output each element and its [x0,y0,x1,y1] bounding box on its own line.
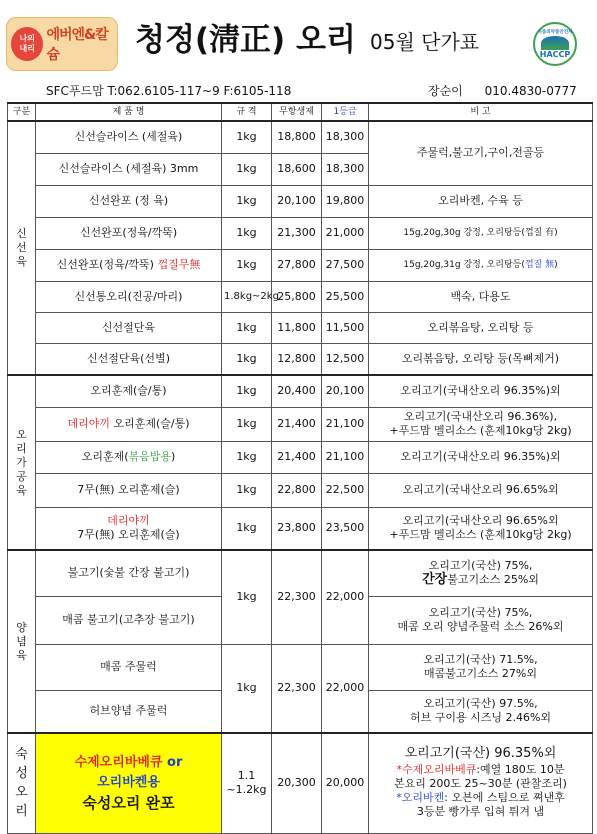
product-name: 7무(無) 오리훈제(슬) [36,473,222,507]
spec: 1kg [222,507,272,550]
remark: 오리고기(국산) 97.5%, 허브 구이용 시즈닝 2.46%외 [369,690,593,733]
remark: 오리고기(국산) 75%, 매콤 오리 양념주물럭 소스 26%외 [369,596,593,644]
price-unfrozen: 25,800 [272,281,322,312]
spec: 1kg [222,473,272,507]
price-grade1: 22,000 [322,644,369,733]
logo-brand-text: 에버엔&칼슘 [46,27,108,63]
contact-name: 장순이 [428,84,463,98]
page-title: 청정(淸正) 오리 [135,22,356,58]
remark: 오리볶음탕, 오리탕 등 [369,312,593,343]
price-grade1: 21,000 [322,217,369,249]
remark: 오리바켄, 수육 등 [369,185,593,217]
spec: 1kg [222,121,272,153]
table-row [8,644,593,690]
page-subtitle: 05월 단가표 [370,30,480,54]
product-name: 신선완포(정육/깍뚝) 껍질무無 [36,249,222,281]
price-unfrozen: 20,300 [272,733,322,833]
section-fresh: 신 선 육 [8,121,36,375]
product-name: 신선완포 (정 육) [36,185,222,217]
remark: 15g,20g,30g 강정, 오리탕등(껍질 有) [369,217,593,249]
product-name: 신선절단육 [36,312,222,343]
price-unfrozen: 21,400 [272,407,322,441]
product-name: 신선슬라이스 (세절육) 3mm [36,153,222,185]
haccp-emblem-icon [541,36,569,50]
spec: 1kg [222,441,272,473]
product-name: 매콤 불고기(고추장 불고기) [36,596,222,644]
table-row [8,550,593,596]
col-spec: 규 격 [222,103,272,121]
table-row [8,473,593,507]
table-row [8,733,593,833]
table-row [8,507,593,550]
section-aged: 숙 성 오 리 [8,733,36,833]
price-unfrozen: 20,100 [272,185,322,217]
col-remarks: 비 고 [369,103,593,121]
table-header-row [8,103,593,121]
haccp-logo: 식품의약품안전처 HACCP [533,22,577,66]
table-row [8,121,593,153]
remark: 오리고기(국내산오리 96.35%)외 [369,375,593,407]
section-seasoned: 양 념 육 [8,550,36,733]
product-name: 수제오리바베큐 or 오리바켄용 숙성오리 완포 [36,733,222,833]
price-grade1: 23,500 [322,507,369,550]
spec: 1kg [222,375,272,407]
spec: 1kg [222,185,272,217]
price-grade1: 21,100 [322,407,369,441]
remark: 백숙, 다용도 [369,281,593,312]
price-unfrozen: 21,300 [272,217,322,249]
price-unfrozen: 20,400 [272,375,322,407]
spec: 1kg [222,343,272,375]
spec: 1kg [222,312,272,343]
price-grade1: 12,500 [322,343,369,375]
table-row [8,312,593,343]
product-name: 신선완포(정육/깍뚝) [36,217,222,249]
price-grade1: 20,100 [322,375,369,407]
spec: 1.8kg~2kg [222,281,272,312]
remark: 15g,20g,31g 강정, 오리탕등(껍질 無) [369,249,593,281]
remark: 오리고기(국내산오리 96.65%외 +푸드맘 멜리소스 (훈제10kg당 2kg) [369,507,593,550]
price-unfrozen: 23,800 [272,507,322,550]
remark: 주물럭,불고기,구이,전골등 [369,121,593,185]
table-row [8,375,593,407]
spec: 1kg [222,153,272,185]
section-processed: 오 리 가 공 육 [8,375,36,550]
price-grade1: 25,500 [322,281,369,312]
price-unfrozen: 22,800 [272,473,322,507]
product-name: 오리훈제(슬/통) [36,375,222,407]
spec: 1kg [222,550,272,644]
table-row [8,281,593,312]
remark: 오리고기(국산) 96.35%외 *수제오리바베큐:예열 180도 10분 본요리 200도 25~30분 (관찰조리) *오리바켄: 오븐에 스팀으로 쪄낸후 3등분 빵가루 입혀 튀겨 냄 [369,733,593,833]
price-unfrozen: 18,600 [272,153,322,185]
spec: 1kg [222,217,272,249]
contact-phone: 010.4830-0777 [484,84,577,98]
table-row [8,185,593,217]
product-name: 불고기(숯불 간장 불고기) [36,550,222,596]
price-unfrozen: 21,400 [272,441,322,473]
price-grade1: 27,500 [322,249,369,281]
company-contact: SFC푸드맘 T:062.6105-117~9 F:6105-118 [46,84,292,98]
spec: 1kg [222,249,272,281]
spec: 1kg [222,644,272,733]
remark: 오리볶음탕, 오리탕 등(목뼈제거) [369,343,593,375]
price-grade1: 18,300 [322,121,369,153]
table-row [8,217,593,249]
price-grade1: 11,500 [322,312,369,343]
remark: 오리고기(국내산오리 96.65%외 [369,473,593,507]
price-grade1: 22,500 [322,473,369,507]
spec: 1kg [222,407,272,441]
spec: 1.1 ~1.2kg [222,733,272,833]
remark: 오리고기(국산) 75%, 간장불고기소스 25%외 [369,550,593,596]
price-unfrozen: 22,300 [272,550,322,644]
price-grade1: 18,300 [322,153,369,185]
price-unfrozen: 12,800 [272,343,322,375]
remark: 오리고기(국내산오리 96.36%), +푸드맘 멜리소스 (훈제10kg당 2kg) [369,407,593,441]
table-row [8,407,593,441]
price-grade1: 20,000 [322,733,369,833]
price-unfrozen: 27,800 [272,249,322,281]
product-name: 신선통오리(진공/마리) [36,281,222,312]
logo-badge: 나의 내리 [11,27,43,61]
product-name: 매콤 주물럭 [36,644,222,690]
col-grade1: 1등급 [322,103,369,121]
table-row [8,441,593,473]
table-row [8,249,593,281]
remark: 오리고기(국산) 71.5%, 매콤불고기소스 27%외 [369,644,593,690]
col-unfrozen: 무항생제 [272,103,322,121]
price-grade1: 22,000 [322,550,369,644]
sales-contact [428,82,577,99]
product-name: 허브양념 주물럭 [36,690,222,733]
price-grade1: 19,800 [322,185,369,217]
product-name: 신선슬라이스 (세절육) [36,121,222,153]
col-category: 구분 [8,103,36,121]
product-name: 신선절단육(선별) [36,343,222,375]
col-product: 제 품 명 [36,103,222,121]
product-name: 데리야끼 7무(無) 오리훈제(슬) [36,507,222,550]
remark: 오리고기(국내산오리 96.35%)외 [369,441,593,473]
price-unfrozen: 22,300 [272,644,322,733]
price-grade1: 21,100 [322,441,369,473]
price-unfrozen: 18,800 [272,121,322,153]
product-name: 데리야끼 오리훈제(슬/통) [36,407,222,441]
product-name: 오리훈제(볶음밥용) [36,441,222,473]
table-row [8,343,593,375]
price-unfrozen: 11,800 [272,312,322,343]
brand-logo [6,17,118,71]
price-table [7,102,593,834]
